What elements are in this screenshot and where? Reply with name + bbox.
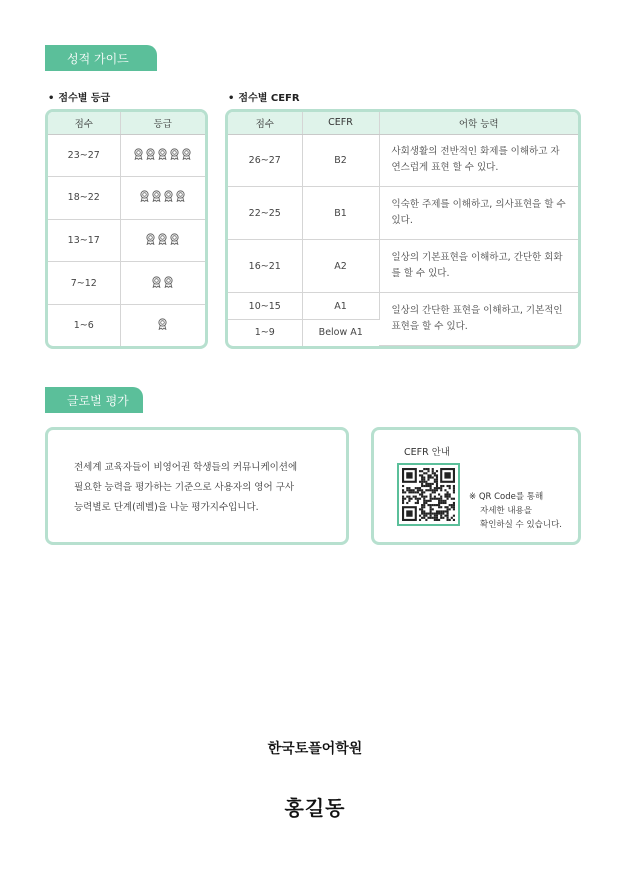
cefr-level-cell: A1 [302,293,379,320]
grade-score-cell: 13~17 [48,219,120,262]
grade-table-row [48,219,205,262]
cefr-table-header-ability: 어학 능력 [379,112,578,134]
grade-medals-cell [120,219,205,262]
medal-icon [157,148,168,163]
qr-title: CEFR 안내 [404,447,451,458]
grade-table-subtitle-text: 점수별 등급 [58,93,111,104]
grade-table-row [48,134,205,177]
qr-note-line: ※ QR Code를 통해 [469,492,544,502]
medal-icon [163,276,174,291]
medal-icon [157,233,168,248]
global-desc-line: 능력별로 단계(레벨)을 나눈 평가지수입니다. [74,502,259,513]
cefr-level-cell: B1 [302,187,379,240]
organization-name: 한국토플어학원 [267,741,363,757]
medal-icon [133,148,144,163]
medal-icon [151,190,162,205]
cefr-table-row [228,240,578,293]
cefr-ability-cell: 일상의 기본표현을 이해하고, 간단한 회화를 할 수 있다. [379,240,578,293]
grade-table [45,109,208,349]
section-tab-label: 글로벌 평가 [67,393,129,408]
medal-icon [157,318,168,333]
grade-score-cell: 1~6 [48,305,120,346]
grade-table-row [48,305,205,346]
grade-medals-cell [120,177,205,220]
grade-score-cell: 7~12 [48,262,120,305]
global-desc-line: 필요한 능력을 평가하는 기준으로 사용자의 영어 구사 [74,482,295,493]
grade-medals-cell [120,262,205,305]
section-tab-grade-guide [45,45,157,71]
cefr-ability-cell: 사회생활의 전반적인 화제를 이해하고 자연스럽게 표현 할 수 있다. [379,134,578,187]
medal-icon [145,148,156,163]
grade-medals-cell [120,134,205,177]
medal-icon [139,190,150,205]
qr-note [469,490,562,532]
cefr-level-cell: A2 [302,240,379,293]
cefr-ability-cell: 익숙한 주제를 이해하고, 의사표현을 할 수 있다. [379,187,578,240]
medal-icon [145,233,156,248]
qr-note-line: 자세한 내용을 [480,506,532,516]
cefr-table-subtitle-text: 점수별 CEFR [238,93,300,104]
qr-code-icon [402,468,455,521]
cefr-score-cell: 10~15 [228,293,302,320]
student-name: 홍길동 [284,796,346,820]
qr-code[interactable] [397,463,460,526]
cefr-table-row [228,187,578,240]
cefr-score-cell: 16~21 [228,240,302,293]
grade-table-row [48,177,205,220]
cefr-level-cell: Below A1 [318,327,363,339]
bullet-icon: • [228,93,235,104]
cefr-score-cell: 1~9 [228,320,302,346]
grade-score-cell: 18~22 [48,177,120,220]
cefr-ability-cell: 일상의 간단한 표현을 이해하고, 기본적인 표현을 할 수 있다. [379,293,578,346]
cefr-table-header-cefr: CEFR [302,112,379,134]
global-desc-line: 전세계 교육자들이 비영어권 학생들의 커뮤니케이션에 [74,462,298,473]
qr-guide-box [371,427,581,545]
grade-medals-cell [120,305,205,346]
grade-table-subtitle [48,89,110,104]
cefr-table-row [228,134,578,187]
medal-icon [151,276,162,291]
section-tab-label: 성적 가이드 [67,51,129,66]
medal-icon [169,148,180,163]
global-description-box [45,427,349,545]
medal-icon [175,190,186,205]
bullet-icon: • [48,93,55,104]
medal-icon [163,190,174,205]
cefr-table-row [228,293,578,320]
cefr-score-cell: 26~27 [228,134,302,187]
cefr-table-header-score: 점수 [228,112,302,134]
medal-icon [169,233,180,248]
grade-score-cell: 23~27 [48,134,120,177]
qr-note-line: 확인하실 수 있습니다. [480,520,563,530]
grade-table-header-score: 점수 [48,112,120,134]
cefr-table [225,109,581,349]
section-tab-global [45,387,143,413]
cefr-score-cell: 22~25 [228,187,302,240]
cefr-table-subtitle [228,89,300,104]
grade-table-row [48,262,205,305]
grade-table-header-grade: 등급 [120,112,205,134]
medal-icon [181,148,192,163]
cefr-level-cell: B2 [302,134,379,187]
